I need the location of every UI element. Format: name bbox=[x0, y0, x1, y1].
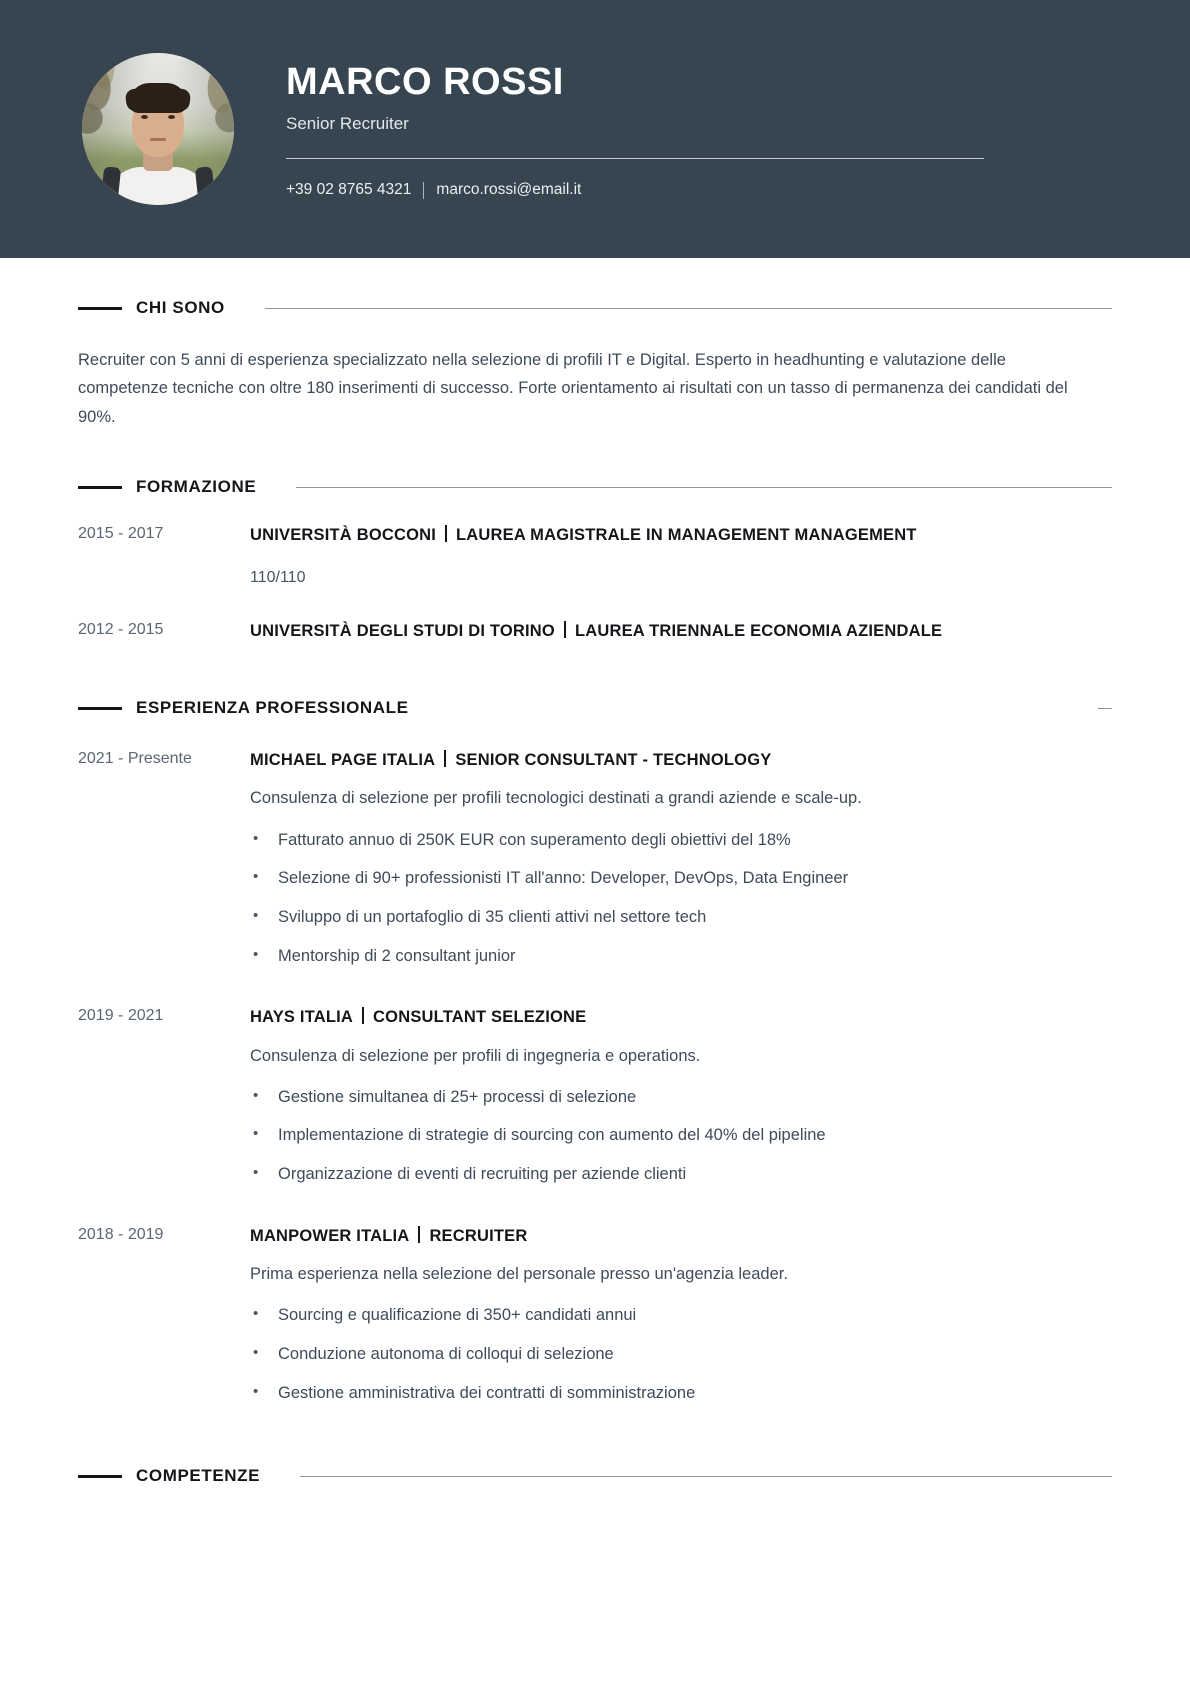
experience-company: MICHAEL PAGE ITALIA bbox=[250, 751, 436, 769]
education-institution: UNIVERSITÀ DEGLI STUDI DI TORINO bbox=[250, 621, 555, 640]
education-institution: UNIVERSITÀ BOCCONI bbox=[250, 526, 437, 545]
education-degree: LAUREA MAGISTRALE IN MANAGEMENT MANAGEMENT bbox=[456, 526, 917, 545]
list-item: • Gestione amministrativa dei contratti di somministrazione bbox=[250, 1381, 1112, 1407]
avatar-photo bbox=[82, 53, 234, 205]
section-title-about: CHI SONO bbox=[136, 298, 225, 317]
experience-title bbox=[250, 1224, 1112, 1247]
experience-bullet-list bbox=[250, 1085, 1112, 1188]
education-entry bbox=[78, 619, 1112, 642]
list-item: • Mentorship di 2 consultant junior bbox=[250, 944, 1112, 970]
resume-header bbox=[0, 0, 1190, 258]
experience-bullet-list bbox=[250, 828, 1112, 969]
list-item: • Fatturato annuo di 250K EUR con superamento degli obiettivi del 18% bbox=[250, 828, 1112, 854]
email-address[interactable]: marco.rossi@email.it bbox=[436, 181, 582, 199]
education-period: 2012 - 2015 bbox=[78, 620, 164, 638]
about-paragraph: Recruiter con 5 anni di esperienza specializzato nella selezione di profili IT e Digital. Esperto in headhunting e valutazione delle competenze tecniche con oltre 180 inserimenti di successo. Forte orientamento ai risultati con un tasso di permanenza dei candidati del 90%. bbox=[78, 351, 1068, 426]
title-separator bbox=[444, 750, 446, 767]
resume-content bbox=[0, 298, 1190, 1526]
avatar-portrait-illustration bbox=[82, 53, 234, 205]
section-header-about bbox=[78, 298, 1112, 318]
experience-role: RECRUITER bbox=[429, 1226, 528, 1245]
section-experience bbox=[78, 698, 1112, 1406]
contact-line bbox=[286, 181, 1130, 199]
header-text-block bbox=[286, 59, 1130, 200]
section-rule bbox=[296, 487, 1112, 488]
experience-role: CONSULTANT SELEZIONE bbox=[373, 1008, 587, 1027]
section-about bbox=[78, 298, 1112, 431]
section-rule bbox=[300, 1476, 1112, 1477]
contact-separator bbox=[423, 182, 424, 199]
experience-period: 2018 - 2019 bbox=[78, 1225, 164, 1243]
title-separator bbox=[418, 1226, 420, 1243]
experience-entry bbox=[78, 748, 1112, 969]
section-tick-icon bbox=[78, 1475, 122, 1478]
education-title bbox=[250, 523, 1112, 546]
section-title-experience: ESPERIENZA PROFESSIONALE bbox=[136, 698, 409, 717]
section-title-skills: COMPETENZE bbox=[136, 1466, 261, 1486]
candidate-name: MARCO ROSSI bbox=[286, 60, 564, 103]
list-item: • Organizzazione di eventi di recruiting per aziende clienti bbox=[250, 1162, 1112, 1188]
list-item: • Gestione simultanea di 25+ processi di selezione bbox=[250, 1085, 1112, 1111]
list-item: • Selezione di 90+ professionisti IT all'anno: Developer, DevOps, Data Engineer bbox=[250, 866, 1112, 892]
section-tick-icon bbox=[78, 307, 122, 310]
section-header-experience bbox=[78, 698, 1112, 718]
section-rule bbox=[265, 308, 1112, 309]
experience-title bbox=[250, 1005, 1112, 1028]
avatar bbox=[82, 53, 234, 205]
education-period: 2015 - 2017 bbox=[78, 525, 164, 543]
header-divider bbox=[286, 158, 984, 159]
list-item: • Conduzione autonoma di colloqui di selezione bbox=[250, 1342, 1112, 1368]
section-tick-icon bbox=[78, 486, 122, 489]
experience-description: Consulenza di selezione per profili tecnologici destinati a grandi aziende e scale-up. bbox=[250, 789, 862, 808]
section-header-education bbox=[78, 477, 1112, 497]
title-separator bbox=[362, 1007, 364, 1024]
experience-period: 2021 - Presente bbox=[78, 750, 192, 767]
education-entry bbox=[78, 523, 1112, 586]
experience-title bbox=[250, 748, 1112, 771]
section-header-skills bbox=[78, 1466, 1112, 1486]
experience-description: Consulenza di selezione per profili di ingegneria e operations. bbox=[250, 1046, 701, 1065]
experience-entry bbox=[78, 1005, 1112, 1188]
section-education bbox=[78, 477, 1112, 642]
section-skills bbox=[78, 1466, 1112, 1486]
section-rule bbox=[1098, 708, 1112, 709]
candidate-role: Senior Recruiter bbox=[286, 114, 409, 134]
experience-role: SENIOR CONSULTANT - TECHNOLOGY bbox=[455, 751, 772, 769]
education-note: 110/110 bbox=[250, 568, 306, 586]
experience-company: HAYS ITALIA bbox=[250, 1008, 354, 1027]
title-separator bbox=[445, 525, 447, 542]
experience-company: MANPOWER ITALIA bbox=[250, 1226, 410, 1245]
list-item: • Implementazione di strategie di sourcing con aumento del 40% del pipeline bbox=[250, 1123, 1112, 1149]
list-item: • Sourcing e qualificazione di 350+ candidati annui bbox=[250, 1303, 1112, 1329]
experience-bullet-list bbox=[250, 1303, 1112, 1406]
experience-entry bbox=[78, 1224, 1112, 1407]
education-title bbox=[250, 619, 1112, 642]
title-separator bbox=[564, 621, 566, 638]
list-item: • Sviluppo di un portafoglio di 35 clienti attivi nel settore tech bbox=[250, 905, 1112, 931]
experience-description: Prima esperienza nella selezione del personale presso un'agenzia leader. bbox=[250, 1265, 788, 1284]
phone-number[interactable]: +39 02 8765 4321 bbox=[286, 181, 412, 199]
experience-period: 2019 - 2021 bbox=[78, 1007, 164, 1025]
section-tick-icon bbox=[78, 707, 122, 710]
section-title-education: FORMAZIONE bbox=[136, 477, 257, 497]
education-degree: LAUREA TRIENNALE ECONOMIA AZIENDALE bbox=[574, 621, 943, 640]
